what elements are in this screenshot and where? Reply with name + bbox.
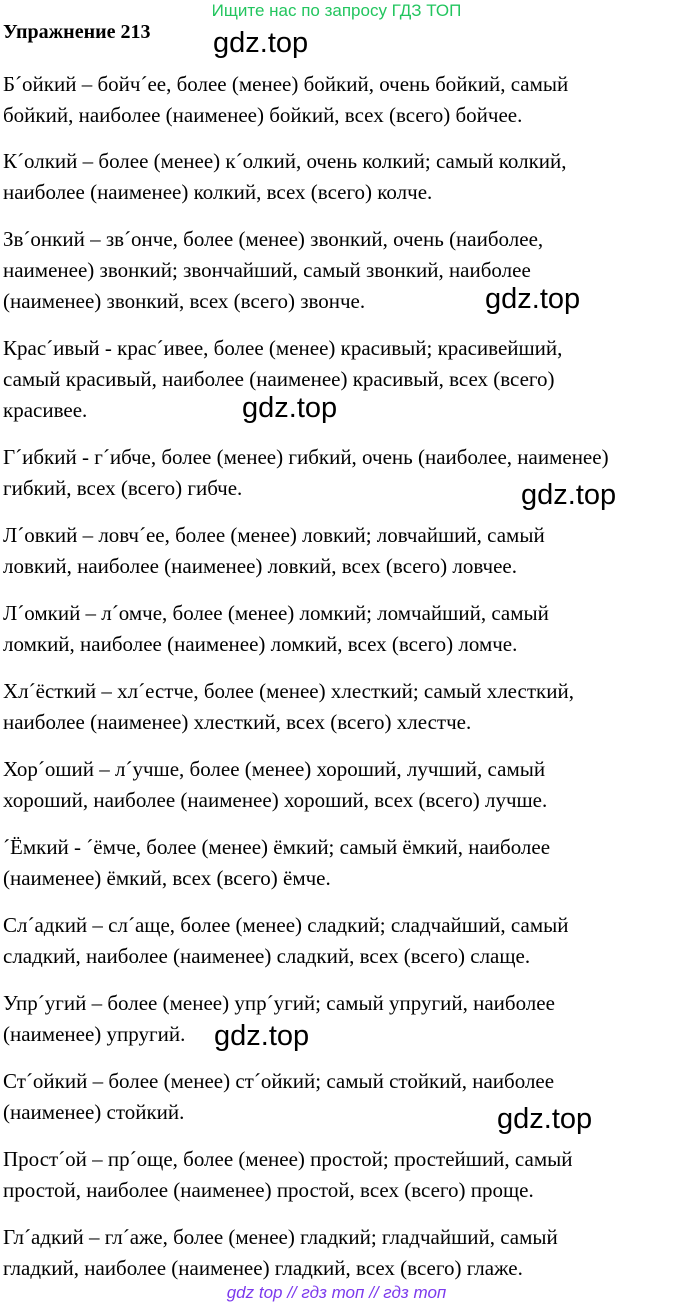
exercise-title: Упражнение 213 bbox=[3, 21, 151, 43]
entry-lovkiy: Л´овкий – ловч´ее, более (менее) ловкий; ловчайший, самый ловкий, наиболее (наименее) ловкий, всех (всего) ловчее. bbox=[3, 523, 545, 578]
entry-kolkiy: К´олкий – более (менее) к´олкий, очень колкий; самый колкий, наиболее (наименее) колкий, всех (всего) колче. bbox=[3, 149, 567, 204]
entry-krasivyy: Крас´ивый - крас´ивее, более (менее) красивый; красивейший, самый красивый, наиболее (наименее) красивый, всех (всего) красивее. bbox=[3, 336, 563, 422]
search-banner: Ищите нас по запросу ГДЗ ТОП bbox=[211, 1, 462, 20]
entry-yomkiy: ´Ёмкий - ´ёмче, более (менее) ёмкий; самый ёмкий, наиболее (наименее) ёмкий, всех (всего) ёмче. bbox=[3, 835, 551, 890]
watermark: gdz.top bbox=[214, 1020, 310, 1052]
entry-gladkiy: Гл´адкий – гл´аже, более (менее) гладкий; гладчайший, самый гладкий, наиболее (наименее) гладкий, всех (всего) глаже. bbox=[3, 1225, 558, 1280]
watermark: gdz.top bbox=[521, 479, 617, 511]
footer-links: gdz top // гдз топ // гдз топ bbox=[226, 1283, 447, 1302]
entry-gibkiy: Г´ибкий - г´ибче, более (менее) гибкий, очень (наиболее, наименее) гибкий, всех (всего) гибче. bbox=[3, 445, 609, 500]
entry-lomkiy: Л´омкий – л´омче, более (менее) ломкий; ломчайший, самый ломкий, наиболее (наименее) ломкий, всех (всего) ломче. bbox=[3, 601, 549, 656]
entry-sladkiy: Сл´адкий – сл´аще, более (менее) сладкий; сладчайший, самый сладкий, наиболее (наименее) сладкий, всех (всего) слаще. bbox=[3, 913, 569, 968]
entry-uprugiy: Упр´угий – более (менее) упр´угий; самый упругий, наиболее (наименее) упругий. bbox=[3, 991, 555, 1046]
watermark: gdz.top bbox=[485, 283, 581, 315]
entry-boikiy: Б´ойкий – бойч´ее, более (менее) бойкий, очень бойкий, самый бойкий, наиболее (наименее) бойкий, всех (всего) бойчее. bbox=[3, 72, 569, 127]
watermark: gdz.top bbox=[213, 27, 309, 59]
watermark: gdz.top bbox=[242, 392, 338, 424]
entry-zvonkiy: Зв´онкий – зв´онче, более (менее) звонкий, очень (наиболее, наименее) звонкий; звончайший, самый звонкий, наиболее (наименее) звонкий, всех (всего) звонче. bbox=[3, 227, 544, 313]
entry-khoroshiy: Хор´оший – л´учше, более (менее) хороший, лучший, самый хороший, наиболее (наименее) хороший, всех (всего) лучше. bbox=[3, 757, 548, 812]
entry-stoykiy: Ст´ойкий – более (менее) ст´ойкий; самый стойкий, наиболее (наименее) стойкий. bbox=[3, 1069, 555, 1124]
entry-prostoy: Прост´ой – пр´още, более (менее) простой; простейший, самый простой, наиболее (наименее) простой, всех (всего) проще. bbox=[3, 1147, 573, 1202]
watermark: gdz.top bbox=[497, 1103, 593, 1135]
entry-khlestkiy: Хл´ёсткий – хл´естче, более (менее) хлесткий; самый хлесткий, наиболее (наименее) хлесткий, всех (всего) хлестче. bbox=[3, 679, 574, 734]
